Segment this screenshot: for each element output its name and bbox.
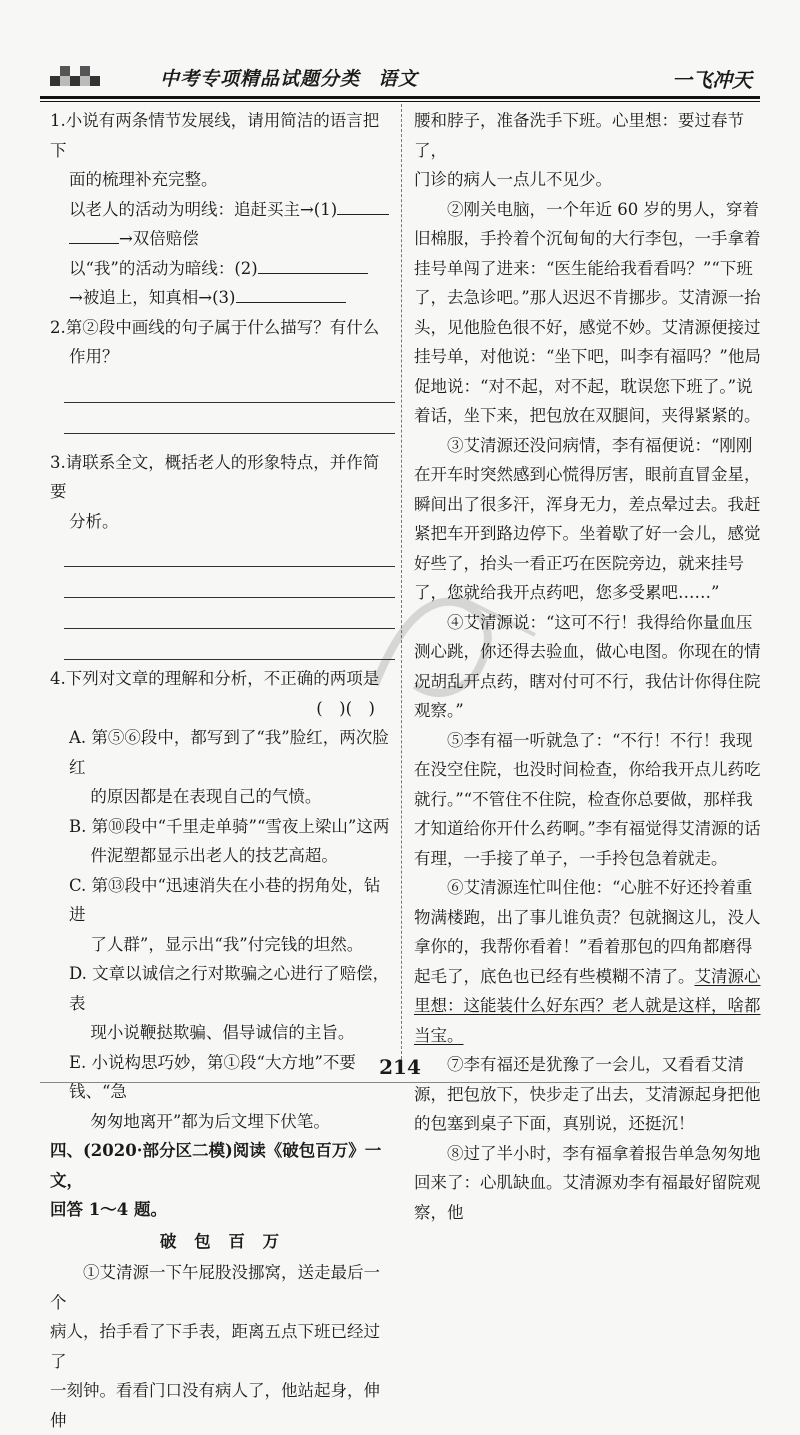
q4-stem: 4.下列对文章的理解和分析，不正确的两项是: [50, 669, 380, 688]
q3-answer-line[interactable]: [64, 567, 395, 598]
page-number: 214: [379, 1055, 421, 1079]
footer-rule: [40, 1082, 760, 1083]
paragraph-4: ④艾清源说：“这可不行！我得给你量血压测心跳，你还得去验血，做心电图。你现在的情况胡乱开点药，瞎对付可不行，我估计你得住院观察。”: [414, 612, 761, 720]
paragraph-2: ②刚关电脑，一个年近 60 岁的男人，穿着旧棉服，手拎着个沉甸甸的大行李包，一手拿着挂号单闯了进来：“医生能给我看看吗？”“下班了，去急诊吧。”那人迟迟不肯挪步。艾清源一抬头，见他脸色很不好，感觉不妙。艾清源便接过挂号单，对他说：“坐下吧，叫李有福吗？”他局促地说：“对不起，对不起，耽误您下班了。”说着话，坐下来，把包放在双腿间，夹得紧紧的。: [414, 199, 761, 425]
paragraph-3: ③艾清源还没问病情，李有福便说：“刚刚在开车时突然感到心慌得厉害，眼前直冒金星，瞬间出了很多汗，浑身无力，差点晕过去。我赶紧把车开到路边停下。坐着歇了好一会儿，感觉好些了，抬头一看正巧在医院旁边，就来挂号了，您就给我开点药吧，您多受累吧……”: [414, 435, 761, 602]
q3-answer-line[interactable]: [64, 536, 395, 567]
header-rule-thin: [40, 101, 760, 102]
q1-blank-1b[interactable]: [69, 225, 119, 244]
q1-line-me-cont: →被追上，知真相→(3): [50, 283, 395, 313]
paragraph-7: ⑦李有福还是犹豫了一会儿，又看看艾清源，把包放下，快步走了出去，艾清源起身把他的包塞到桌子下面，真别说，还挺沉！: [414, 1055, 761, 1133]
paragraph-1-line: 一刻钟。看看门口没有病人了，他站起身，伸伸: [50, 1381, 380, 1430]
q4-option-c: C. 第⑬段中“迅速消失在小巷的拐角处，钻进 了人群”，显示出“我”付完钱的坦然。: [68, 875, 381, 954]
subject-label: 语文: [378, 68, 419, 90]
paragraph-1-cont: 腰和脖子，准备洗手下班。心里想：要过春节了，: [414, 111, 744, 160]
paragraph-1-line: ①艾清源一下午屁股没挪窝，送走最后一个: [50, 1263, 380, 1312]
q3-stem-line2: 分析。: [68, 511, 119, 531]
q1-blank-2[interactable]: [258, 255, 368, 274]
q4-choice-brackets[interactable]: ( )( ): [316, 698, 375, 718]
underlined-sentence: 艾清源心里想：这能装什么好东西？老人就是这样，啥都当宝。: [414, 966, 761, 1045]
q1-line-old-cont: →双倍赔偿: [50, 224, 395, 254]
header-logo-icon: [50, 62, 110, 92]
paragraph-8: ⑧过了半小时，李有福拿着报告单急匆匆地回来了：心肌缺血。艾清源劝李有福最好留院观察，他: [414, 1143, 761, 1222]
q3-answer-line[interactable]: [64, 598, 395, 629]
book-title: 中考专项精品试题分类 语文: [160, 68, 419, 90]
section-heading-line2: 回答 1～4 题。: [50, 1200, 167, 1219]
q2-stem-line1: 2.第②段中画线的句子属于什么描写？有什么: [50, 317, 380, 337]
q4-option-b: B. 第⑩段中“千里走单骑”“雪夜上梁山”这两 件泥塑都显示出老人的技艺高超。: [68, 816, 390, 865]
q1-line-me: 以“我”的活动为暗线：(2): [50, 254, 395, 284]
brand-logo: 一飞冲天: [672, 68, 752, 92]
q1-stem-line2: 面的梳理补充完整。: [68, 170, 218, 189]
q1-blank-1[interactable]: [337, 196, 389, 215]
q2-answer-line[interactable]: [64, 403, 395, 434]
q1-line-old: 以老人的活动为明线：追赶买主→(1): [50, 195, 395, 225]
paragraph-6: ⑥艾清源连忙叫住他：“心脏不好还拎着重物满楼跑，出了事儿谁负责？包就搁这儿，没人拿你的，我帮你看着！”看着那包的四角都磨得起毛了，底色也已经有些模糊不清了。艾清源心里想：这能装什么好东西？老人就是这样，啥都当宝。: [414, 878, 761, 1045]
q4-option-a: A. 第⑤⑥段中，都写到了“我”脸红，两次脸红 的原因都是在表现自己的气愤。: [68, 728, 389, 806]
q3-answer-line[interactable]: [64, 629, 395, 660]
header-rule: [40, 96, 760, 99]
q1-stem-line1: 1.小说有两条情节发展线，请用简洁的语言把下: [50, 111, 380, 160]
left-column: [50, 106, 395, 1435]
paragraph-1-line: 病人，抬手看了下手表，距离五点下班已经过了: [50, 1322, 380, 1371]
q2-answer-line[interactable]: [64, 372, 395, 403]
q2-stem-line2: 作用？: [68, 347, 119, 366]
article-title: 破 包 百 万: [159, 1231, 286, 1251]
page-header: [40, 58, 760, 98]
paragraph-1-cont: 门诊的病人一点儿不见少。: [414, 170, 612, 189]
q1-blank-3[interactable]: [236, 284, 346, 303]
q4-option-e: E. 小说构思巧妙，第①段“大方地”不要钱、“急 匆匆地离开”都为后文埋下伏笔。: [68, 1052, 356, 1131]
q4-option-d: D. 文章以诚信之行对欺骗之心进行了赔偿，表 现小说鞭挞欺骗、倡导诚信的主旨。: [68, 964, 390, 1042]
section-heading-line1: 四、(2020·部分区二模)阅读《破包百万》一文，: [50, 1141, 382, 1190]
paragraph-5: ⑤李有福一听就急了：“不行！不行！我现在没空住院，也没时间检查，你给我开点儿药吃就行。”“不管住不住院，检查你总要做，那样我才知道给你开什么药啊。”李有福觉得艾清源的话有理，一手接了单子，一手拎包急着就走。: [414, 730, 761, 868]
q3-stem-line1: 3.请联系全文，概括老人的形象特点，并作简要: [50, 452, 380, 501]
